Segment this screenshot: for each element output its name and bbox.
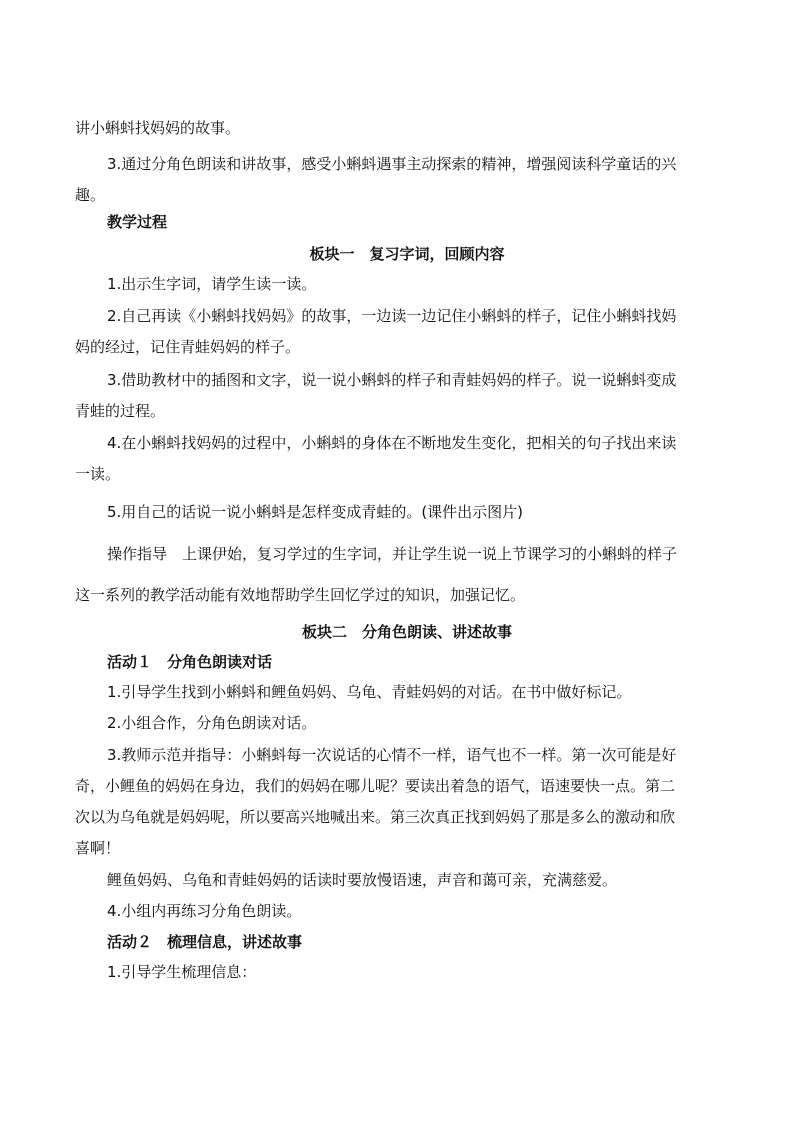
activity-heading: 活动１ 分角色朗读对话	[107, 653, 273, 671]
text-line: 这一系列的教学活动能有效地帮助学生回忆学过的知识，加强记忆。	[75, 586, 526, 604]
text-line: 3.教师示范并指导：小蝌蚪每一次说话的心情不一样，语气也不一样。第一次可能是好	[107, 746, 677, 764]
text-line: 妈的经过，记住青蛙妈妈的样子。	[75, 338, 301, 356]
text-line: 3.借助教材中的插图和文字，说一说小蝌蚪的样子和青蛙妈妈的样子。说一说蝌蚪变成	[107, 371, 677, 389]
activity-heading: 活动２ 梳理信息，讲述故事	[107, 933, 303, 951]
text-line: 4.在小蝌蚪找妈妈的过程中，小蝌蚪的身体在不断地发生变化，把相关的句子找出来读	[107, 434, 677, 452]
section-heading: 教学过程	[107, 213, 168, 231]
text-line: 奇，小鲤鱼的妈妈在身边，我们的妈妈在哪儿呢？要读出着急的语气，语速要快一点。第二	[75, 777, 676, 795]
block-heading: 板块一 复习字词，回顾内容	[309, 245, 505, 263]
text-line: 喜啊！	[75, 839, 121, 857]
text-line: 1.出示生字词，请学生读一读。	[107, 275, 317, 293]
text-line: 2.小组合作，分角色朗读对话。	[107, 714, 317, 732]
text-line: 次以为乌龟就是妈妈呢，所以要高兴地喊出来。第三次真正找到妈妈了那是多么的激动和欣	[75, 808, 676, 826]
text-line: 5.用自己的话说一说小蝌蚪是怎样变成青蛙的。(课件出示图片)	[107, 503, 524, 521]
block-heading: 板块二 分角色朗读、讲述故事	[301, 623, 512, 641]
text-line: 1.引导学生找到小蝌蚪和鲤鱼妈妈、乌龟、青蛙妈妈的对话。在书中做好标记。	[107, 683, 632, 701]
text-line: 讲小蝌蚪找妈妈的故事。	[75, 119, 241, 137]
text-line: 3.通过分角色朗读和讲故事，感受小蝌蚪遇事主动探索的精神，增强阅读科学童话的兴	[107, 155, 677, 173]
text-line: 操作指导 上课伊始，复习学过的生字词，并让学生说一说上节课学习的小蝌蚪的样子	[107, 545, 678, 563]
text-line: 趣。	[75, 186, 106, 204]
text-line: 一读。	[75, 465, 121, 483]
text-line: 鲤鱼妈妈、乌龟和青蛙妈妈的话读时要放慢语速，声音和蔼可亲，充满慈爱。	[107, 871, 618, 889]
text-line: 1.引导学生梳理信息：	[107, 963, 257, 981]
text-line: 青蛙的过程。	[75, 402, 166, 420]
text-line: 2.自己再读《小蝌蚪找妈妈》的故事，一边读一边记住小蝌蚪的样子，记住小蝌蚪找妈	[107, 307, 677, 325]
text-line: 4.小组内再练习分角色朗读。	[107, 902, 302, 920]
